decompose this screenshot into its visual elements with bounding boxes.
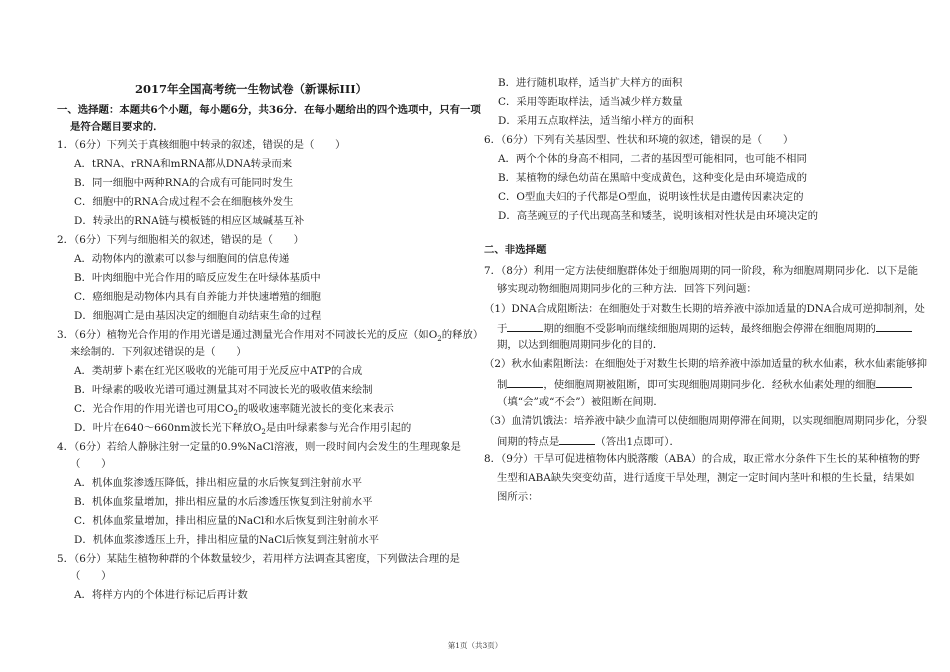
q6-option-a: A．两个个体的身高不相同，二者的基因型可能相同，也可能不相同 [498,153,807,165]
q4-option-d: D．机体血浆渗透压上升，排出相应量的NaCl后恢复到注射前水平 [74,534,380,546]
q4-option-a: A．机体血浆渗透压降低，排出相应量的水后恢复到注射前水平 [74,477,363,489]
q8-stem-cont2: 图所示： [497,491,539,503]
q6-stem: 6．（6分）下列有关基因型、性状和环境的叙述，错误的是（ ） [484,134,794,146]
q1-option-b: B．同一细胞中两种RNA的合成有可能同时发生 [74,177,294,189]
q5-stem: 5．（6分）某陆生植物种群的个体数量较少，若用样方法调查其密度，下列做法合理的是 [57,553,460,565]
answer-blank [876,376,912,388]
q7-stem: 7．（8分）利用一定方法使细胞群体处于细胞周期的同一阶段，称为细胞周期同步化．以下是能 [484,265,919,277]
section1-heading: 一、选择题：本题共6个小题，每小题6分，共36分．在每小题给出的四个选项中，只有一项 [57,104,481,116]
q5-paren: （ ） [70,570,112,582]
page-title: 2017年全国高考统一生物试卷（新课标III） [135,82,368,96]
q4-option-c: C．机体血浆量增加，排出相应量的NaCl和水后恢复到注射前水平 [74,515,379,527]
q8-stem-cont: 生型和ABA缺失突变幼苗，进行适度干旱处理，测定一定时间内茎叶和根的生长量，结果如 [497,472,915,484]
q4-paren: （ ） [70,458,112,470]
section1-heading-cont: 是符合题目要求的． [70,121,164,133]
q1-stem: 1．（6分）下列关于真核细胞中转录的叙述，错误的是（ ） [57,139,346,151]
answer-blank [507,320,543,332]
q7-part1: （1）DNA合成阻断法：在细胞处于对数生长期的培养液中添加适量的DNA合成可逆抑制剂，处 [484,303,925,315]
q7-part1-line3: 期，以达到细胞周期同步化的目的． [497,339,664,351]
q5-option-b: B．进行随机取样，适当扩大样方的面积 [498,77,683,89]
q5-option-d: D．采用五点取样法，适当缩小样方的面积 [498,115,694,127]
answer-blank [876,320,912,332]
q3-stem: 3．（6分）植物光合作用的作用光谱是通过测量光合作用对不同波长光的反应（如$O_2$的释放） [57,329,484,344]
q7-stem-cont: 够实现动物细胞周期同步化的三种方法．回答下列问题： [497,283,757,295]
q4-stem: 4．（6分）若给人静脉注射一定量的0.9%NaCl溶液，则一段时间内会发生的生理现象是 [57,441,461,453]
q1-option-a: A．tRNA、rRNA和mRNA都从DNA转录而来 [74,158,293,170]
q3-stem-cont: 来绘制的．下列叙述错误的是（ ） [70,346,247,358]
answer-blank [559,433,595,445]
q7-part2-line3: （填“会”或“不会”）被阻断在间期． [497,396,664,408]
q2-option-c: C．癌细胞是动物体内具有自养能力并快速增殖的细胞 [74,291,321,303]
q3-option-a: A．类胡萝卜素在红光区吸收的光能可用于光反应中ATP的合成 [74,365,363,377]
q7-part3: （3）血清饥饿法：培养液中缺少血清可以使细胞周期停滞在间期，以实现细胞周期同步化，分裂 [484,415,928,427]
q4-option-b: B．机体血浆量增加，排出相应量的水后渗透压恢复到注射前水平 [74,496,373,508]
q7-part2-line2: 制 ，使细胞周期被阻断，即可实现细胞周期同步化．经秋水仙素处理的细胞 [497,376,912,392]
q5-option-c: C．采用等距取样法，适当减少样方数量 [498,96,683,108]
q3-option-d: D．叶片在640～660nm波长光下释放$O_2$是由叶绿素参与光合作用引起的 [74,422,412,437]
q3-option-c: C．光合作用的作用光谱也可用$CO_2$的吸收速率随光波长的变化来表示 [74,403,394,418]
q7-part1-line2: 于 期的细胞不受影响而继续细胞周期的运转，最终细胞会停滞在细胞周期的 [497,320,912,336]
q3-option-b: B．叶绿素的吸收光谱可通过测量其对不同波长光的吸收值来绘制 [74,384,373,396]
q6-option-b: B．某植物的绿色幼苗在黑暗中变成黄色，这种变化是由环境造成的 [498,172,807,184]
q5-option-a: A．将样方内的个体进行标记后再计数 [74,589,248,601]
q7-part2: （2）秋水仙素阻断法：在细胞处于对数生长期的培养液中添加适量的秋水仙素，秋水仙素能够抑 [484,358,928,370]
section2-heading: 二、非选择题 [484,244,547,256]
q8-stem: 8．（9分）干旱可促进植物体内脱落酸（ABA）的合成，取正常水分条件下生长的某种植物的野 [484,453,920,465]
answer-blank [507,376,543,388]
q6-option-c: C．O型血夫妇的子代都是O型血，说明该性状是由遗传因素决定的 [498,191,804,203]
page-footer: 第1页（共3页） [447,641,503,650]
q2-option-a: A．动物体内的激素可以参与细胞间的信息传递 [74,253,290,265]
q1-option-c: C．细胞中的RNA合成过程不会在细胞核外发生 [74,196,294,208]
q6-option-d: D．高茎豌豆的子代出现高茎和矮茎，说明该相对性状是由环境决定的 [498,210,819,222]
q2-option-b: B．叶肉细胞中光合作用的暗反应发生在叶绿体基质中 [74,272,321,284]
q2-stem: 2．（6分）下列与细胞相关的叙述，错误的是（ ） [57,234,305,246]
q2-option-d: D．细胞凋亡是由基因决定的细胞自动结束生命的过程 [74,310,322,322]
q1-option-d: D．转录出的RNA链与模板链的相应区域碱基互补 [74,215,305,227]
q7-part3-line2: 间期的特点是 （答出1点即可）． [497,433,680,449]
